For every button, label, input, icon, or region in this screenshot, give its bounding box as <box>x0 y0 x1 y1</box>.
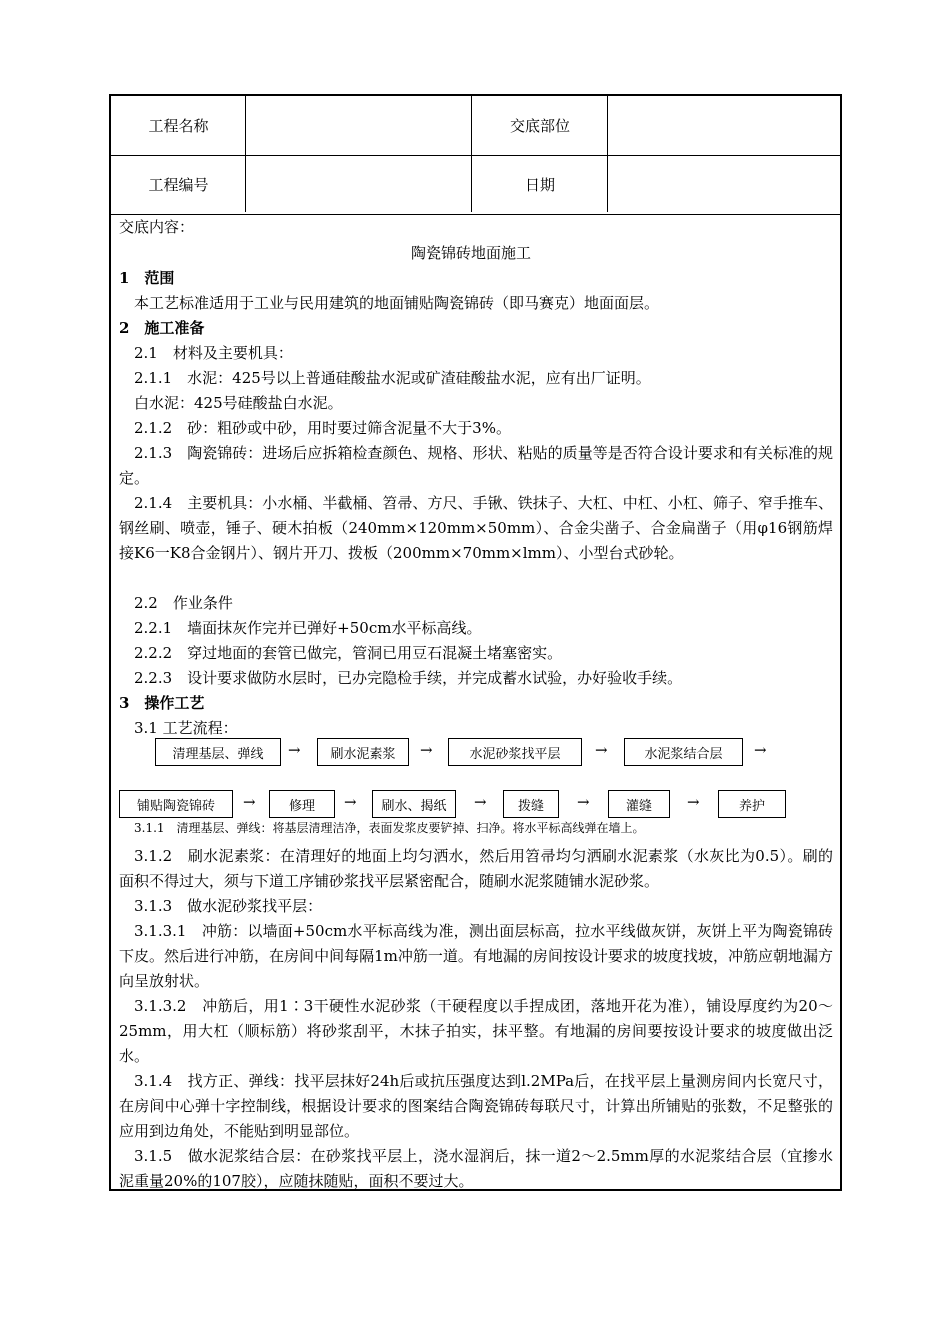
flow-step: 水泥浆结合层 <box>624 738 743 766</box>
date-value[interactable] <box>608 155 842 214</box>
flow-arrow: → <box>344 793 357 811</box>
clause-2-1-3: 2.1.3 陶瓷锦砖：进场后应拆箱检查颜色、规格、形状、粘贴的质量等是否符合设计要求和有关标准的规定。 <box>119 444 833 487</box>
clause-2-1: 2.1 材料及主要机具： <box>134 344 293 362</box>
clause-3-1-4: 3.1.4 找方正、弹线：找平层抹好24h后或抗压强度达到l.2MPa后，在找平层上量测房间内长宽尺寸，在房间中心弹十字控制线，根据设计要求的图案结合陶瓷锦砖每联尺寸，计算出所铺贴的张数，不足整张的应用到边角处，不能贴到明显部位。 <box>119 1072 833 1140</box>
section-1-heading: 1 范围 <box>119 269 175 287</box>
clause-3-1-3-1: 3.1.3.1 冲筋：以墙面+50cm水平标高线为准，测出面层标高，拉水平线做灰饼，灰饼上平为陶瓷锦砖下皮。然后进行冲筋，在房间中间每隔1m冲筋一道。有地漏的房间按设计要求的坡度找坡，冲筋应朝地漏方向呈放射状。 <box>119 922 833 990</box>
section-2-heading: 2 施工准备 <box>119 319 205 337</box>
flow-step: 拨缝 <box>503 790 559 818</box>
flow-step: 刷水、揭纸 <box>372 790 456 818</box>
flow-arrow: → <box>754 741 767 759</box>
flow-arrow: → <box>243 793 256 811</box>
flow-arrow: → <box>595 741 608 759</box>
content-intro: 交底内容： <box>119 218 195 236</box>
divider <box>607 96 608 212</box>
flow-arrow: → <box>474 793 487 811</box>
clause-2-2-2: 2.2.2 穿过地面的套管已做完，管洞已用豆石混凝土堵塞密实。 <box>134 644 563 662</box>
flow-step: 养护 <box>718 790 786 818</box>
project-name-value[interactable] <box>246 96 472 155</box>
clause-2-2: 2.2 作业条件 <box>134 594 233 612</box>
flow-step: 清理基层、弹线 <box>155 738 281 766</box>
clause-3-1-5: 3.1.5 做水泥浆结合层：在砂浆找平层上，浇水湿润后，抹一道2～2.5mm厚的水泥浆结合层（宜掺水泥重量20%的107胶），应随抹随贴，面积不要过大。 <box>119 1147 833 1190</box>
section-3-heading: 3 操作工艺 <box>119 694 205 712</box>
clause-3-1-3: 3.1.3 做水泥砂浆找平层： <box>134 897 323 915</box>
clause-2-2-3: 2.2.3 设计要求做防水层时，已办完隐检手续，并完成蓄水试验，办好验收手续。 <box>134 669 683 687</box>
divider <box>471 96 472 212</box>
flow-arrow: → <box>577 793 590 811</box>
doc-title: 陶瓷锦砖地面施工 <box>411 244 532 262</box>
flow-arrow: → <box>687 793 700 811</box>
project-name-label: 工程名称 <box>148 117 209 135</box>
header-row-2 <box>111 155 840 215</box>
clause-2-1-4: 2.1.4 主要机具：小水桶、半截桶、笤帚、方尺、手锹、铁抹子、大杠、中杠、小杠、筛子、窄手推车、钢丝刷、喷壶，锤子、硬木拍板（240mm×120mm×50mm）、合金尖凿子、合金扁凿子（用φ16钢筋焊接K6一K8合金钢片）、钢片开刀、拨板（200mm×70mm×lmm）、小型台式砂轮。 <box>119 494 833 562</box>
flow-step: 灌缝 <box>608 790 670 818</box>
handover-part-value[interactable] <box>608 96 842 155</box>
handover-part-label: 交底部位 <box>509 117 570 135</box>
section-1-text: 本工艺标准适用于工业与民用建筑的地面铺贴陶瓷锦砖（即马赛克）地面面层。 <box>134 294 660 312</box>
clause-2-1-2: 2.1.2 砂：粗砂或中砂，用时要过筛含泥量不大于3%。 <box>134 419 511 437</box>
clause-3-1-2: 3.1.2 刷水泥素浆：在清理好的地面上均匀洒水，然后用笤帚均匀洒刷水泥素浆（水灰比为0.5）。刷的面积不得过大，须与下道工序铺砂浆找平层紧密配合，随刷水泥浆随铺水泥砂浆。 <box>119 847 833 890</box>
project-no-value[interactable] <box>246 155 472 214</box>
flow-step: 水泥砂浆找平层 <box>448 738 582 766</box>
handover-form <box>109 94 842 1191</box>
flow-step: 铺贴陶瓷锦砖 <box>119 790 233 818</box>
project-no-label: 工程编号 <box>148 176 209 194</box>
clause-3-1: 3.1 工艺流程： <box>134 719 238 737</box>
clause-2-2-1: 2.2.1 墙面抹灰作完并已弹好+50cm水平标高线。 <box>134 619 482 637</box>
flow-step: 刷水泥素浆 <box>317 738 409 766</box>
date-label: 日期 <box>524 176 555 194</box>
flow-arrow: → <box>288 741 301 759</box>
clause-2-1-1-b: 白水泥：425号硅酸盐白水泥。 <box>134 394 343 412</box>
clause-3-1-1: 3.1.1 清理基层、弹线：将基层清理洁净，表面发浆皮要铲掉、扫净。将水平标高线弹在墙上。 <box>134 821 645 835</box>
clause-2-1-1: 2.1.1 水泥：425号以上普通硅酸盐水泥或矿渣硅酸盐水泥，应有出厂证明。 <box>134 369 651 387</box>
divider <box>245 96 246 212</box>
header-row-1 <box>111 96 840 156</box>
flow-step: 修理 <box>269 790 335 818</box>
flow-arrow: → <box>420 741 433 759</box>
clause-3-1-3-2: 3.1.3.2 冲筋后，用1∶3干硬性水泥砂浆（干硬程度以手捏成团，落地开花为准），铺设厚度约为20～25mm，用大杠（顺标筋）将砂浆刮平，木抹子拍实，抹平整。有地漏的房间要按设计要求的坡度做出泛水。 <box>119 997 833 1065</box>
